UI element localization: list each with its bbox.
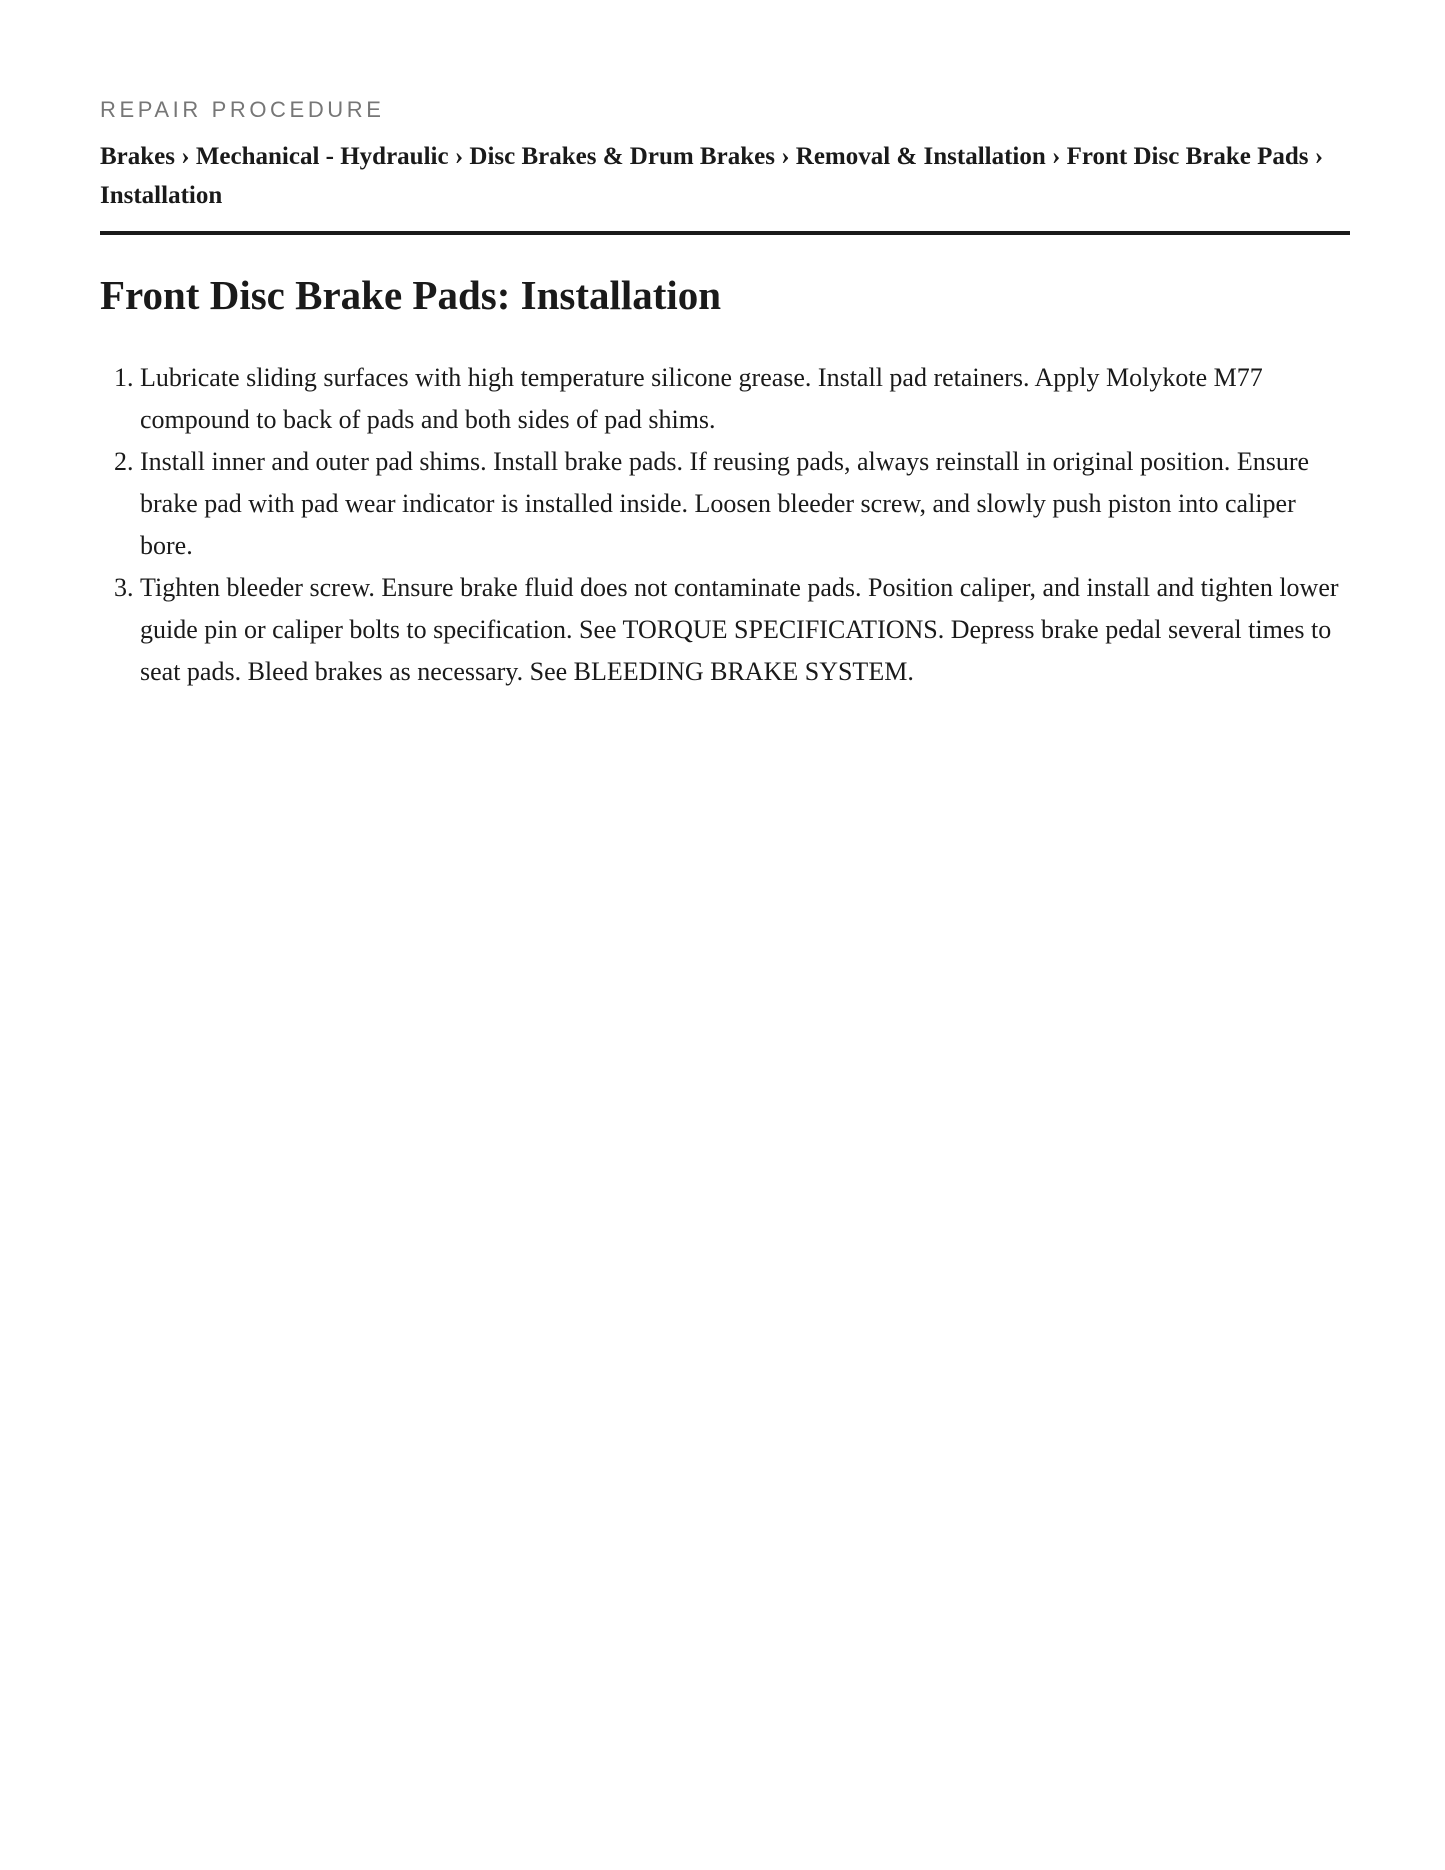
- header-divider: [100, 231, 1350, 235]
- breadcrumb-separator: ›: [781, 143, 796, 170]
- breadcrumb-item-brakes: Brakes: [100, 143, 175, 170]
- breadcrumb-item-installation: Installation: [100, 182, 223, 209]
- breadcrumb-item-disc-drum-brakes: Disc Brakes & Drum Brakes: [469, 143, 775, 170]
- page-title: Front Disc Brake Pads: Installation: [100, 272, 722, 318]
- breadcrumb-separator: ›: [1314, 143, 1324, 170]
- section-eyebrow: REPAIR PROCEDURE: [100, 97, 385, 122]
- breadcrumb-separator: ›: [1052, 143, 1067, 170]
- breadcrumb-item-mechanical-hydraulic: Mechanical - Hydraulic: [195, 143, 449, 170]
- document-page: [100, 0, 1350, 693]
- procedure-step: 1. Lubricate sliding surfaces with high temperature silicone grease. Install pad retainers. Apply Molykote M77 compound to back of pads and both sides of pad shims.: [140, 357, 1340, 441]
- breadcrumb-item-removal-installation: Removal & Installation: [795, 143, 1046, 170]
- procedure-step: 3. Tighten bleeder screw. Ensure brake fluid does not contaminate pads. Position caliper, and install and tighten lower guide pin or caliper bolts to specification. See TORQUE SPECIFICATIONS. Depress brake pedal several times to seat pads. Bleed brakes as necessary. See BLEEDING BRAKE SYSTEM.: [140, 567, 1340, 693]
- breadcrumb-separator: ›: [454, 143, 470, 170]
- procedure-steps-list: [100, 357, 1340, 693]
- breadcrumb: [100, 137, 1340, 215]
- breadcrumb-separator: ›: [181, 143, 196, 170]
- procedure-step: 2. Install inner and outer pad shims. Install brake pads. If reusing pads, always reinstall in original position. Ensure brake pad with pad wear indicator is installed inside. Loosen bleeder screw, and slowly push piston into caliper bore.: [140, 441, 1340, 567]
- breadcrumb-item-front-disc-brake-pads: Front Disc Brake Pads: [1066, 143, 1309, 170]
